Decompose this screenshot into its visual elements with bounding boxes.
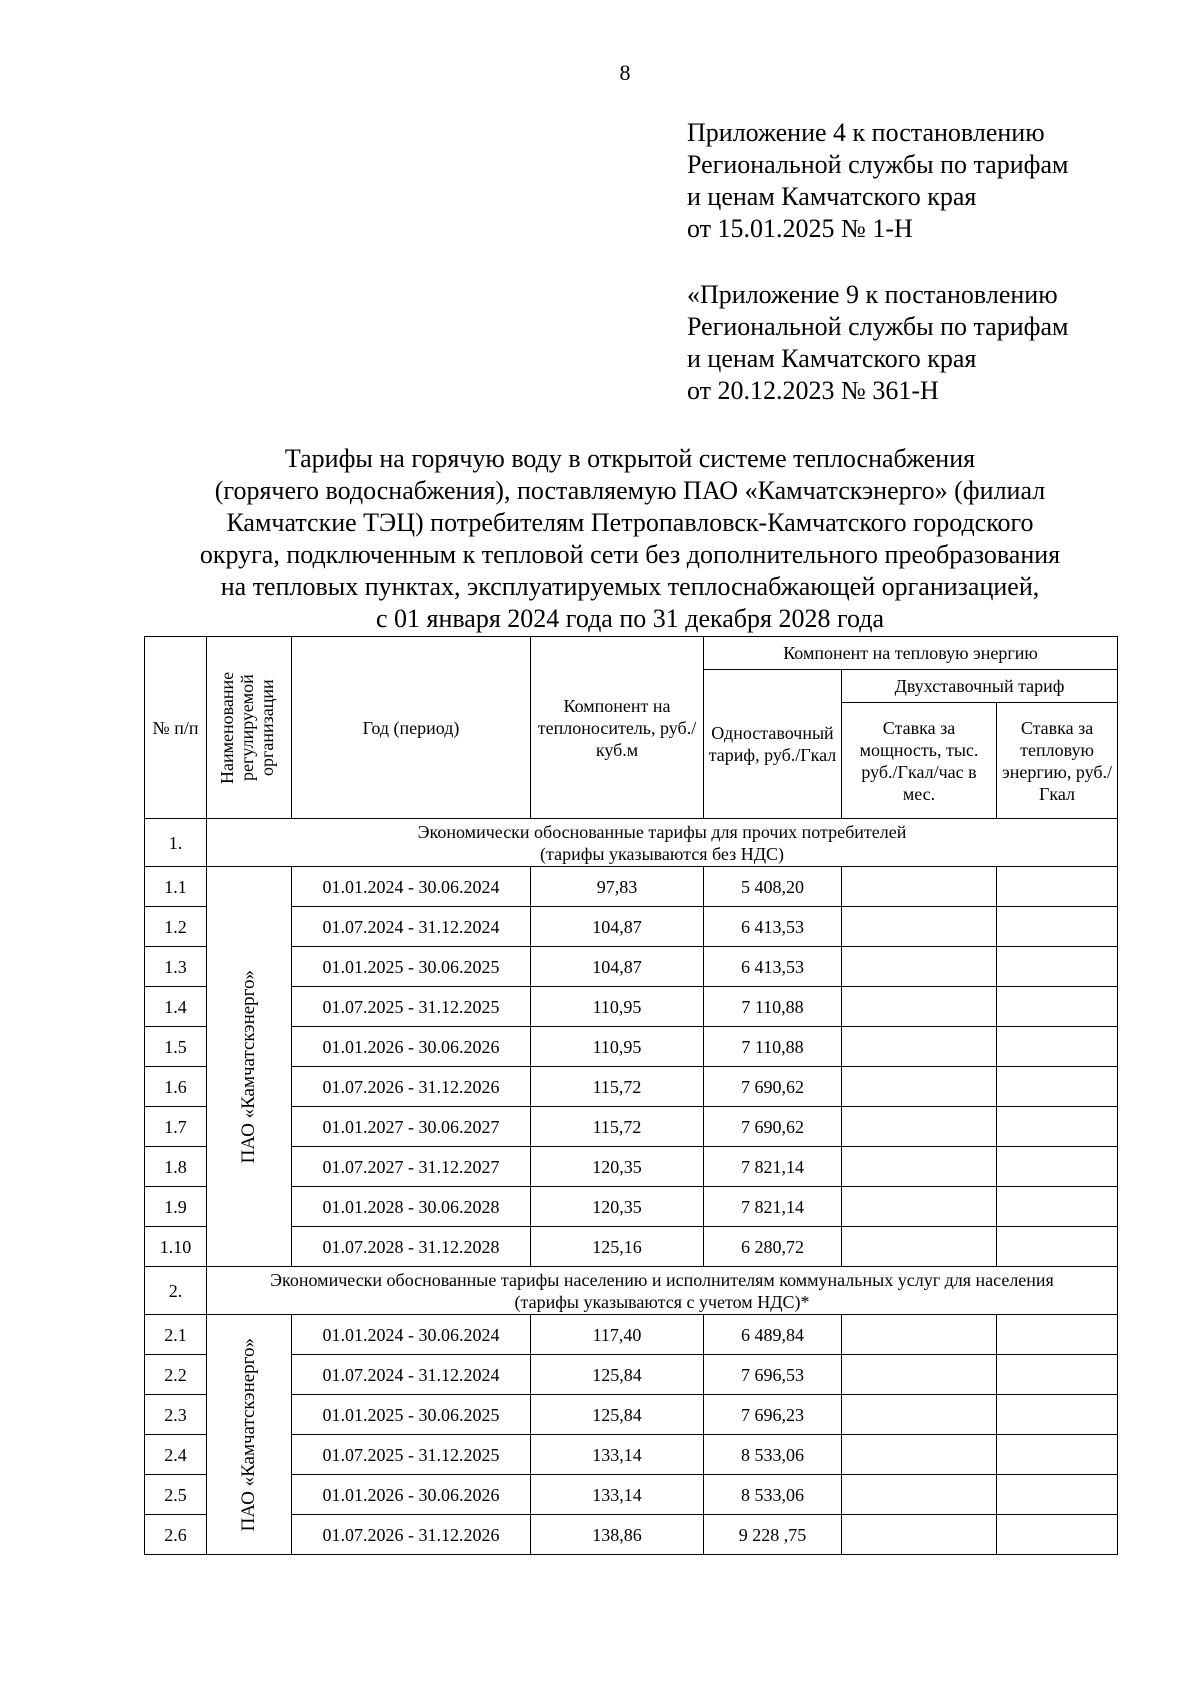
appendix-9-line: и ценам Камчатского края [687, 344, 977, 373]
header-org [207, 637, 292, 819]
row-number: 1.10 [145, 1227, 207, 1267]
single-rate-cell: 6 280,72 [704, 1227, 842, 1267]
section-title-line: (тарифы указываются с учетом НДС)* [514, 1291, 810, 1312]
section-title-line: (тарифы указываются без НДС) [540, 843, 784, 864]
period-cell: 01.07.2027 - 31.12.2027 [292, 1147, 531, 1187]
header-energy-component: Компонент на тепловую энергию [704, 637, 1118, 670]
carrier-cell: 117,40 [531, 1315, 704, 1355]
carrier-cell: 133,14 [531, 1435, 704, 1475]
single-rate-cell: 7 690,62 [704, 1067, 842, 1107]
carrier-cell: 104,87 [531, 907, 704, 947]
period-cell: 01.07.2024 - 31.12.2024 [292, 1355, 531, 1395]
organization-cell [207, 867, 292, 1267]
energy-rate-cell [997, 1395, 1118, 1435]
section-number: 1. [145, 819, 207, 867]
header-two-rate: Двухставочный тариф [842, 670, 1118, 703]
row-number: 2.5 [145, 1475, 207, 1515]
energy-rate-cell [997, 1435, 1118, 1475]
capacity-rate-cell [842, 987, 997, 1027]
carrier-cell: 110,95 [531, 1027, 704, 1067]
row-number: 2.3 [145, 1395, 207, 1435]
energy-rate-cell [997, 987, 1118, 1027]
appendix-4-line: и ценам Камчатского края [687, 182, 977, 211]
appendix-4-line: Региональной службы по тарифам [687, 150, 1069, 179]
carrier-cell: 125,84 [531, 1355, 704, 1395]
row-number: 2.2 [145, 1355, 207, 1395]
single-rate-cell: 7 821,14 [704, 1187, 842, 1227]
capacity-rate-cell [842, 1515, 997, 1555]
capacity-rate-cell [842, 1315, 997, 1355]
capacity-rate-cell [842, 1107, 997, 1147]
energy-rate-cell [997, 1315, 1118, 1355]
document-title [140, 443, 1120, 635]
capacity-rate-cell [842, 1355, 997, 1395]
carrier-cell: 115,72 [531, 1067, 704, 1107]
title-line: (горячего водоснабжения), поставляемую ПАО «Камчатскэнерго» (филиал [214, 476, 1046, 505]
capacity-rate-cell [842, 907, 997, 947]
title-line: на тепловых пунктах, эксплуатируемых теплоснабжающей организацией, [220, 572, 1040, 601]
appendix-4-line: от 15.01.2025 № 1-Н [687, 214, 913, 243]
single-rate-cell: 7 690,62 [704, 1107, 842, 1147]
row-number: 1.7 [145, 1107, 207, 1147]
row-number: 1.1 [145, 867, 207, 907]
period-cell: 01.07.2028 - 31.12.2028 [292, 1227, 531, 1267]
period-cell: 01.01.2025 - 30.06.2025 [292, 1395, 531, 1435]
single-rate-cell: 5 408,20 [704, 867, 842, 907]
section-title-line: Экономически обоснованные тарифы населению и исполнителям коммунальных услуг для населения [270, 1269, 1054, 1290]
capacity-rate-cell [842, 1475, 997, 1515]
title-line: с 01 января 2024 года по 31 декабря 2028 года [375, 604, 885, 633]
row-number: 1.4 [145, 987, 207, 1027]
page-number: 8 [619, 60, 631, 85]
table-row [145, 867, 1118, 907]
period-cell: 01.01.2026 - 30.06.2026 [292, 1475, 531, 1515]
period-cell: 01.01.2026 - 30.06.2026 [292, 1027, 531, 1067]
appendix-9-block [687, 279, 1068, 407]
period-cell: 01.07.2025 - 31.12.2025 [292, 987, 531, 1027]
appendix-9-line: «Приложение 9 к постановлению [687, 280, 1058, 309]
energy-rate-cell [997, 1107, 1118, 1147]
appendix-9-line: от 20.12.2023 № 361-Н [687, 376, 939, 405]
single-rate-cell: 9 228 ,75 [704, 1515, 842, 1555]
carrier-cell: 104,87 [531, 947, 704, 987]
energy-rate-cell [997, 1355, 1118, 1395]
carrier-cell: 115,72 [531, 1107, 704, 1147]
period-cell: 01.07.2025 - 31.12.2025 [292, 1435, 531, 1475]
table-body [145, 819, 1118, 1555]
carrier-cell: 125,16 [531, 1227, 704, 1267]
carrier-cell: 110,95 [531, 987, 704, 1027]
header-num: № п/п [145, 637, 207, 819]
organization-cell [207, 1315, 292, 1555]
energy-rate-cell [997, 867, 1118, 907]
tariff-table [144, 636, 1118, 1555]
energy-rate-cell [997, 1147, 1118, 1187]
single-rate-cell: 6 413,53 [704, 907, 842, 947]
header-energy-rate: Ставка за тепловую энергию, руб./Гкал [997, 703, 1118, 819]
single-rate-cell: 6 413,53 [704, 947, 842, 987]
period-cell: 01.01.2024 - 30.06.2024 [292, 1315, 531, 1355]
section-row [145, 819, 1118, 867]
capacity-rate-cell [842, 1187, 997, 1227]
single-rate-cell: 8 533,06 [704, 1435, 842, 1475]
single-rate-cell: 8 533,06 [704, 1475, 842, 1515]
appendix-4-block [687, 117, 1068, 245]
section-row [145, 1267, 1118, 1315]
period-cell: 01.01.2025 - 30.06.2025 [292, 947, 531, 987]
organization-name: ПАО «Камчатскэнерго» [238, 1337, 259, 1532]
energy-rate-cell [997, 1227, 1118, 1267]
row-number: 2.6 [145, 1515, 207, 1555]
organization-name: ПАО «Камчатскэнерго» [238, 969, 259, 1164]
row-number: 1.5 [145, 1027, 207, 1067]
carrier-cell: 120,35 [531, 1187, 704, 1227]
appendix-9-line: Региональной службы по тарифам [687, 312, 1069, 341]
capacity-rate-cell [842, 1027, 997, 1067]
appendix-4-line: Приложение 4 к постановлению [687, 118, 1045, 147]
period-cell: 01.01.2027 - 30.06.2027 [292, 1107, 531, 1147]
row-number: 2.4 [145, 1435, 207, 1475]
header-capacity-rate: Ставка за мощность, тыс. руб./Гкал/час в мес. [842, 703, 997, 819]
carrier-cell: 133,14 [531, 1475, 704, 1515]
single-rate-cell: 7 110,88 [704, 1027, 842, 1067]
period-cell: 01.01.2024 - 30.06.2024 [292, 867, 531, 907]
energy-rate-cell [997, 1027, 1118, 1067]
section-number: 2. [145, 1267, 207, 1315]
row-number: 1.9 [145, 1187, 207, 1227]
single-rate-cell: 7 696,53 [704, 1355, 842, 1395]
capacity-rate-cell [842, 1435, 997, 1475]
carrier-cell: 97,83 [531, 867, 704, 907]
header-org-text: Наименование регулируемой организации [217, 671, 277, 784]
energy-rate-cell [997, 947, 1118, 987]
single-rate-cell: 7 821,14 [704, 1147, 842, 1187]
row-number: 1.2 [145, 907, 207, 947]
carrier-cell: 125,84 [531, 1395, 704, 1435]
section-title [207, 1267, 1118, 1315]
row-number: 1.6 [145, 1067, 207, 1107]
header-row [145, 637, 1118, 670]
capacity-rate-cell [842, 947, 997, 987]
single-rate-cell: 7 696,23 [704, 1395, 842, 1435]
row-number: 2.1 [145, 1315, 207, 1355]
energy-rate-cell [997, 1187, 1118, 1227]
capacity-rate-cell [842, 1227, 997, 1267]
energy-rate-cell [997, 907, 1118, 947]
period-cell: 01.07.2026 - 31.12.2026 [292, 1067, 531, 1107]
table-row [145, 1315, 1118, 1355]
section-title [207, 819, 1118, 867]
period-cell: 01.01.2028 - 30.06.2028 [292, 1187, 531, 1227]
carrier-cell: 120,35 [531, 1147, 704, 1187]
row-number: 1.8 [145, 1147, 207, 1187]
row-number: 1.3 [145, 947, 207, 987]
single-rate-cell: 6 489,84 [704, 1315, 842, 1355]
title-line: Тарифы на горячую воду в открытой системе теплоснабжения [284, 444, 976, 473]
header-single-rate: Одноставочный тариф, руб./Гкал [704, 670, 842, 819]
carrier-cell: 138,86 [531, 1515, 704, 1555]
header-carrier: Компонент на теплоноситель, руб./куб.м [531, 637, 704, 819]
header-period: Год (период) [292, 637, 531, 819]
title-line: Камчатские ТЭЦ) потребителям Петропавловск-Камчатского городского [226, 508, 1034, 537]
energy-rate-cell [997, 1515, 1118, 1555]
title-line: округа, подключенным к тепловой сети без дополнительного преобразования [199, 540, 1061, 569]
energy-rate-cell [997, 1475, 1118, 1515]
period-cell: 01.07.2024 - 31.12.2024 [292, 907, 531, 947]
capacity-rate-cell [842, 1067, 997, 1107]
capacity-rate-cell [842, 1147, 997, 1187]
capacity-rate-cell [842, 867, 997, 907]
capacity-rate-cell [842, 1395, 997, 1435]
section-title-line: Экономически обоснованные тарифы для прочих потребителей [417, 821, 907, 842]
single-rate-cell: 7 110,88 [704, 987, 842, 1027]
period-cell: 01.07.2026 - 31.12.2026 [292, 1515, 531, 1555]
energy-rate-cell [997, 1067, 1118, 1107]
